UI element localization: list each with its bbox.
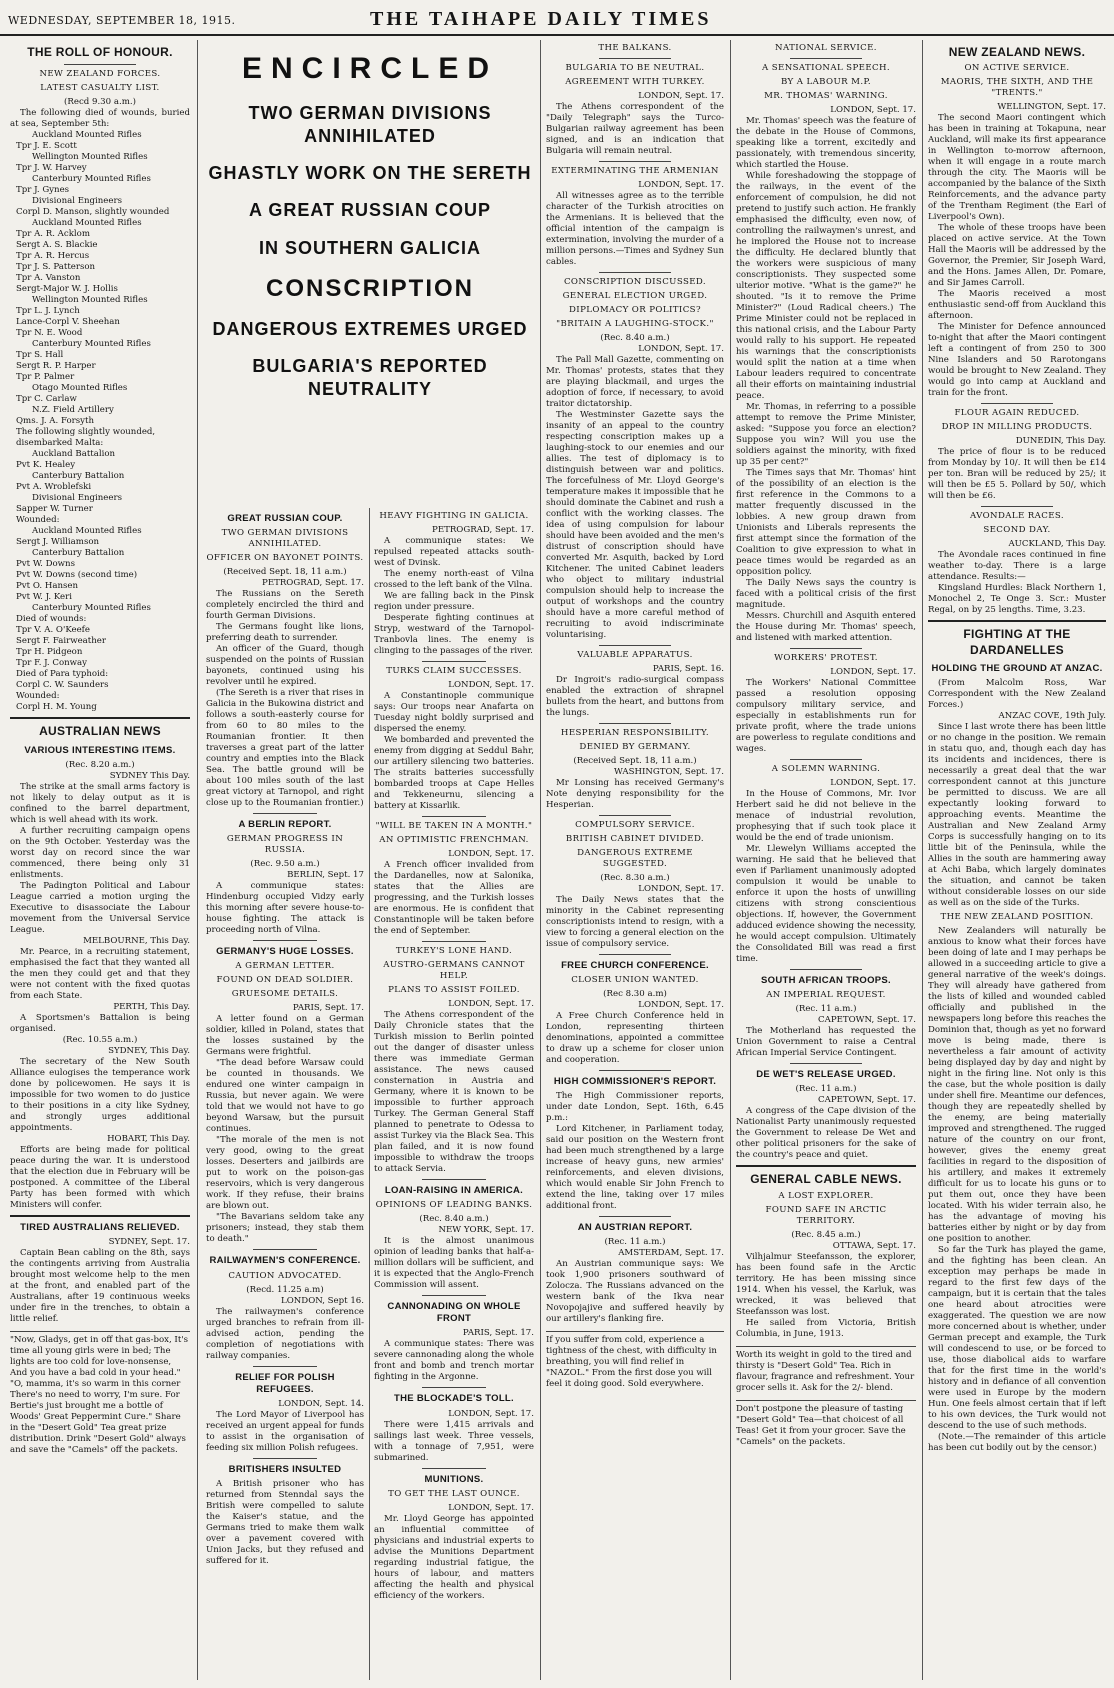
- dateline: LONDON, Sept. 17.: [638, 884, 724, 894]
- subheading: CAUTION ADVOCATED.: [228, 1270, 342, 1281]
- casualty-name: Sergt A. S. Blackie: [16, 240, 98, 251]
- paragraph: An officer of the Guard, though suspended on the points of Russian bayonets, continued using his revolver until he expired.: [206, 644, 364, 688]
- paragraph: The Lord Mayor of Liverpool has received an urgent appeal for funds to assist in the organisation of feeding six million Polish refugees.: [206, 1409, 364, 1453]
- subheading: A SENSATIONAL SPEECH.: [762, 63, 890, 73]
- paragraph: All witnesses agree as to the terrible character of the Turkish atrocities on the Armenians. It is believed that the official intention of the campaign is extermination, involving the murder of a million persons.—Times and Sydney Sun cables.: [546, 191, 724, 267]
- heading: VALUABLE APPARATUS.: [577, 650, 693, 660]
- casualty-name: Tpr A. R. Acklom: [16, 229, 90, 240]
- heading: WORKERS' PROTEST.: [774, 653, 878, 663]
- heading: GERMANY'S HUGE LOSSES.: [216, 946, 354, 958]
- unit-name: N.Z. Field Artillery: [32, 405, 114, 416]
- dateline: LONDON, Sept. 14.: [278, 1398, 364, 1409]
- heading: EXTERMINATING THE ARMENIAN: [551, 166, 719, 176]
- unit-name: Wellington Mounted Rifles: [32, 295, 148, 306]
- casualty-name: Tpr J. E. Scott: [16, 141, 77, 152]
- heading: THE BLOCKADE'S TOLL.: [394, 1393, 514, 1405]
- subheading: AN IMPERIAL REQUEST.: [766, 990, 886, 1001]
- heading: A SOLEMN WARNING.: [771, 764, 881, 774]
- heading: HIGH COMMISSIONER'S REPORT.: [553, 1076, 717, 1088]
- banner-headline: ENCIRCLED: [241, 52, 498, 85]
- front-page-banner: [206, 40, 534, 508]
- unit-name: Auckland Mounted Rifles: [32, 218, 142, 229]
- paragraph: A communique states: We repulsed repeated attacks south-west of Dvinsk.: [374, 536, 534, 568]
- dateline: WASHINGTON, Sept. 17.: [613, 767, 724, 777]
- paragraph: Messrs. Churchill and Asquith entered the House during Mr. Thomas' speech, and listened with marked attention.: [736, 611, 916, 643]
- subheading: MAORIS, THE SIXTH, AND THE "TRENTS.": [940, 77, 1094, 99]
- banner-headline: CONSCRIPTION: [265, 274, 474, 302]
- paragraph: The High Commissioner reports, under date London, Sept. 16th, 6.45 p.m.:: [546, 1091, 724, 1124]
- subheading: HOLDING THE GROUND AT ANZAC.: [931, 663, 1103, 675]
- paragraph: We bombarded and prevented the enemy from digging at Seddul Bahr, our artillery silencing two batteries. The straits batteries successfully bombarded troops at Cape Helles and Tekkeneurnu, silencing a battery at Kissarlik.: [374, 735, 534, 811]
- casualty-name: Sergt F. Fairweather: [16, 636, 106, 647]
- casualty-name: Corpl H. M. Young: [16, 702, 97, 713]
- advertisement: "Now, Gladys, get in off that gas-box, It's time all young girls were in bed; The lights are too cold for love-nonsense, And you have a bad cold in your head." "O, mamma, it's so warm in this corner There's no need to worry, I'm sure. For Bertie's just brought me a bottle of Woods' Great Peppermint Cure." Share in the "Desert Gold" Tea great prize distribution. Drink "Desert Gold" always and save the "Camels" off the packets.: [10, 1331, 190, 1456]
- received-time: (Recd. 11.25 a.m): [246, 1284, 324, 1295]
- casualty-name: Tpr J. S. Patterson: [16, 262, 96, 273]
- unit-name: Otago Mounted Rifles: [32, 383, 128, 394]
- banner-deck: DANGEROUS EXTREMES URGED: [212, 319, 528, 340]
- subheading: TWO GERMAN DIVISIONS ANNIHILATED.: [221, 528, 349, 550]
- dateline: NEW YORK, Sept. 17.: [438, 1225, 534, 1236]
- paragraph: The Athens correspondent of the "Daily Telegraph" says the Turco-Bulgarian railway agreement has been signed, and is an indication that Bulgaria will remain neutral.: [546, 102, 724, 156]
- advertisement: Don't postpone the pleasure of tasting "Desert Gold" Tea—that choicest of all Teas! Get it from your grocer. Save the "Camels" on the packets.: [736, 1400, 916, 1448]
- paragraph: It is the almost unanimous opinion of leading banks that half-a-million dollars will be sufficient, and it is expected that the Anglo-French Commission will assent.: [374, 1236, 534, 1291]
- paragraph: A letter found on a German soldier, killed in Poland, states that the losses sustained by the Germans were frightful.: [206, 1014, 364, 1058]
- paragraph: A communique states: Hindenburg occupied Vidzy early this morning after severe house-to-house fighting. The attack is proceeding north of Vilna.: [206, 881, 364, 936]
- paragraph: (The Sereth is a river that rises in Galicia in the Bukowina district and follows a south-easterly course for from 60 to 80 miles to the Roumanian frontier. It then traverses a great part of the latter country and empties into the Black Sea. The battle ground will be about 100 miles south of the last great victory at Tarnopol, and right close up to the Roumanian frontier.): [206, 688, 364, 809]
- casualty-name: Qms. J. A. Forsyth: [16, 416, 95, 427]
- unit-name: Auckland Battalion: [32, 449, 116, 460]
- paragraph: Mr. Llewelyn Williams accepted the warning. He said that he believed that even if Parliament unanimously adopted compulsion it would be unable to enforce it upon the hosts of unwilling citizens with strong conscientious objections. If, however, the Government adduced evidence showing the necessity, he would accept compulsion. Ultimately the Consolidated Bill was read a first time.: [736, 844, 916, 964]
- paragraph: In the House of Commons, Mr. Ivor Herbert said he did not believe in the menace of industrial revolution, prophesying that if such took place it would be the end of trade unionism.: [736, 789, 916, 843]
- column-rule: [730, 40, 731, 1680]
- paragraph: (Note.—The remainder of this article has been cut bodily out by the censor.): [928, 1432, 1106, 1454]
- subheading: BRITISH CABINET DIVIDED.: [565, 834, 705, 844]
- heading: NATIONAL SERVICE.: [775, 43, 877, 53]
- casualty-name: Tpr C. Carlaw: [16, 394, 77, 405]
- paragraph: The enemy north-east of Vilna crossed to the left bank of the Vilna.: [374, 569, 534, 590]
- heading: AUSTRALIAN NEWS: [39, 724, 161, 739]
- banner-deck: GHASTLY WORK ON THE SERETH: [208, 163, 532, 184]
- subheading: GERMAN PROGRESS IN RUSSIA.: [226, 834, 344, 856]
- paragraph: A Constantinople communique says: Our troops near Anafarta on Tuesday night boldly surprised and dispersed the enemy.: [374, 691, 534, 734]
- received-time: (Rec. 8.45 a.m.): [791, 1229, 861, 1240]
- paragraph: Captain Bean cabling on the 8th, says the contingents arriving from Australia brought most welcome help to the men at the front, and enabled part of the Australians, after 19 continuous weeks under fire in the trenches, to obtain a little relief.: [10, 1248, 190, 1325]
- heading: THE BALKANS.: [598, 43, 672, 53]
- dateline: CAPETOWN, Sept. 17.: [818, 1015, 916, 1026]
- casualty-name: Tpr J. Gynes: [16, 185, 70, 196]
- dateline: SYDNEY, This Day.: [108, 1045, 190, 1056]
- casualty-name: Lance-Corpl V. Sheehan: [16, 317, 120, 328]
- heading: FIGHTING AT THE DARDANELLES: [963, 627, 1071, 657]
- dateline: LONDON, Sept. 17.: [448, 849, 534, 859]
- paragraph: Kingsland Hurdles: Black Northern 1, Monochel 2, Te Onge 3. Scr.: Muster Regal, on by 25 lengths. Time, 3.23.: [928, 583, 1106, 616]
- subheading: GRUESOME DETAILS.: [231, 989, 339, 1000]
- heading: TURKEY'S LONE HAND.: [395, 946, 513, 956]
- heading: SOUTH AFRICAN TROOPS.: [761, 975, 891, 986]
- dateline: ANZAC COVE, 19th July.: [998, 711, 1106, 722]
- paragraph: The Daily News states that the minority in the Cabinet representing conscriptionists intend to resign, with a view to forcing a general election on the issue of compulsory service.: [546, 895, 724, 949]
- paragraph: The price of flour is to be reduced from Monday by 10/. It will then be £14 per ton. Bran will be reduced by 25/; it will then be £5 5. Pollard by 50/, which will then be £6.: [928, 447, 1106, 502]
- heading: TIRED AUSTRALIANS RELIEVED.: [20, 1221, 180, 1233]
- heading: AN AUSTRIAN REPORT.: [577, 1222, 693, 1234]
- paragraph: The Pall Mall Gazette, commenting on Mr. Thomas' protests, states that they are playing blackmail, and urges the adoption of force, if necessary, to avoid traitor dictatorship.: [546, 355, 724, 409]
- casualty-name: Died of Para typhoid:: [16, 669, 109, 680]
- unit-name: Auckland Mounted Rifles: [32, 130, 142, 141]
- column-rule: [540, 40, 541, 1680]
- casualty-name: Pvt O. Hansen: [16, 581, 79, 592]
- casualty-name: Tpr A. R. Hercus: [16, 251, 90, 262]
- paragraph: A British prisoner who has returned from Stenndal says the British were compelled to salute the Kaiser's statue, and the Germans tried to make them walk over a pavement covered with Union Jacks, but they refused and suffered for it.: [206, 1479, 364, 1567]
- column-balkans: [546, 40, 724, 1680]
- unit-name: Auckland Mounted Rifles: [32, 526, 142, 537]
- subheading: AGREEMENT WITH TURKEY.: [565, 77, 705, 87]
- paragraph: The Times says that Mr. Thomas' hint of the possibility of an election is the first reference in the Commons to a matter frequently discussed in the lobbies. A new group drawn from Unionists and Liberals represents the first attempt since the formation of the Coalition to give expression to what in peace times would be regarded as an opposition policy.: [736, 468, 916, 577]
- casualty-name: Tpr A. Vanston: [16, 273, 81, 284]
- casualty-name: Tpr J. W. Harvey: [16, 163, 87, 174]
- subheading: GENERAL ELECTION URGED.: [562, 291, 708, 301]
- heading: HESPERIAN RESPONSIBILITY.: [560, 728, 710, 738]
- paragraph: "The morale of the men is not very good, owing to the great losses. Deserters and jailbirds are put to work on the poison-gas reservoirs, which is very dangerous work. If they refuse, their brains are blown out.: [206, 1135, 364, 1212]
- subheading: DIPLOMACY OR POLITICS?: [569, 305, 701, 315]
- heading: HEAVY FIGHTING IN GALICIA.: [379, 511, 529, 521]
- heading: CONSCRIPTION DISCUSSED.: [563, 277, 707, 287]
- paragraph: Mr. Thomas, in referring to a possible attempt to remove the Prime Minister, asked: "Suppose you force an election? Suppose you win? Will you use the soldiers against the minority, with fixed up 35 per cent?": [736, 402, 916, 467]
- paragraph: Desperate fighting continues at Stryp, westward of the Tarnopol-Tranbovla lines. The enemy is clinging to the passages of the river.: [374, 613, 534, 656]
- column-roll-of-honour: [10, 40, 190, 1680]
- dateline: LONDON, Sept. 17.: [638, 91, 724, 101]
- unit-name: Canterbury Mounted Rifles: [32, 174, 151, 185]
- received-time: (Rec. 11 a.m.): [795, 1004, 857, 1015]
- subheading: OPINIONS OF LEADING BANKS.: [375, 1200, 533, 1211]
- heading: DE WET'S RELEASE URGED.: [756, 1069, 896, 1081]
- heading: NEW ZEALAND NEWS.: [948, 45, 1086, 59]
- unit-name: Canterbury Mounted Rifles: [32, 603, 151, 614]
- unit-name: Divisional Engineers: [32, 196, 122, 207]
- casualty-name: Pvt K. Healey: [16, 460, 76, 471]
- paragraph: Mr. Lloyd George has appointed an influential committee of physicians and industrial experts to advise the Munitions Department regarding industrial fatigue, the hours of labour, and matters affecting the health and physical efficiency of the workers.: [374, 1513, 534, 1601]
- newspaper-title: THE TAIHAPE DAILY TIMES: [370, 8, 712, 30]
- dateline: PARIS, Sept. 17.: [292, 1003, 364, 1014]
- heading: RAILWAYMEN'S CONFERENCE.: [209, 1255, 361, 1267]
- banner-deck: IN SOUTHERN GALICIA: [258, 237, 481, 258]
- masthead: [0, 0, 1114, 36]
- casualty-name: Sergt R. P. Harper: [16, 361, 96, 372]
- paragraph: He sailed from Victoria, British Columbia, in June, 1913.: [736, 1317, 916, 1339]
- casualty-name: Tpr H. Pidgeon: [16, 647, 83, 658]
- paragraph: Mr Lonsing has received Germany's Note denying responsibility for the Hesperian.: [546, 778, 724, 810]
- paragraph: The Russians on the Sereth completely encircled the third and fourth German Divisions.: [206, 589, 364, 622]
- dateline: HOBART, This Day.: [107, 1133, 190, 1144]
- dateline: LONDON, Sept. 17.: [830, 667, 916, 677]
- dateline: LONDON, Sept. 17.: [638, 344, 724, 354]
- banner-deck: TWO GERMAN DIVISIONS ANNIHILATED: [248, 103, 492, 147]
- paragraph: The secretary of the New South Alliance eulogises the temperance work done by policewomen. He says it is impossible for two women to do justice to their positions in a city like Sydney, and strongly urges additional appointments.: [10, 1056, 190, 1133]
- casualty-name: Tpr N. E. Wood: [16, 328, 83, 339]
- heading: LOAN-RAISING IN AMERICA.: [384, 1185, 524, 1196]
- unit-name: Divisional Engineers: [32, 493, 122, 504]
- heading: TURKS CLAIM SUCCESSES.: [386, 666, 522, 676]
- column-new-zealand-news: [928, 40, 1106, 1680]
- paragraph: The Avondale races continued in fine weather to-day. There is a large attendance. Results:—: [928, 550, 1106, 583]
- casualty-name: Sergt J. Williamson: [16, 537, 100, 548]
- heading: A BERLIN REPORT.: [238, 819, 332, 831]
- dateline: PETROGRAD, Sept. 17.: [262, 578, 364, 589]
- subheading: FOUND SAFE IN ARCTIC TERRITORY.: [765, 1204, 887, 1226]
- paragraph: Efforts are being made for political peace during the war. It is understood that the election due in February will be postponed. A committee of the Liberal Party has been formed with which Ministers will confer.: [10, 1144, 190, 1210]
- paragraph: A Sportsmen's Battalion is being organised.: [10, 1012, 190, 1034]
- casualty-name: Died of wounds:: [16, 614, 87, 625]
- paragraph: Mr. Thomas' speech was the feature of the debate in the House of Commons, speaking like a torrent, excitedly and passionately, with tremendous sincerity, which startled the House.: [736, 116, 916, 170]
- received-time: (Rec. 8.30 a.m.): [600, 873, 670, 883]
- dateline: SYDNEY This Day.: [109, 770, 190, 781]
- casualty-name: Corpl D. Manson, slightly wounded: [16, 207, 170, 218]
- heading: "WILL BE TAKEN IN A MONTH.": [375, 821, 533, 831]
- subheading: CLOSER UNION WANTED.: [571, 975, 699, 986]
- received-time: (Rec. 11 a.m.): [795, 1084, 857, 1095]
- banner-deck: BULGARIA'S REPORTED NEUTRALITY: [252, 356, 488, 400]
- subheading: BULGARIA TO BE NEUTRAL.: [565, 63, 705, 73]
- received-time: (Rec. 8.20 a.m.): [65, 759, 135, 770]
- paragraph: The Westminster Gazette says the insanity of an appeal to the country respecting conscription makes up a laughing-stock to our enemies and our allies. The test of diplomacy is to distinguish between war and politics. The forcefulness of Mr. Lloyd George's temperature makes it impossible that he should dominate the Cabinet and rush a conflict with the working classes. The idea of using compulsion for labour should have been avoided and the men's distrust of conscription should have converted Mr. Asquith, backed by Lord Kitchener. The united Cabinet leaders who object to military industrial compulsion should help to increase the output of workshops and the country should have a more careful method of recruiting to avoid indiscriminate voluntarising.: [546, 410, 724, 640]
- paragraph: A congress of the Cape division of the Nationalist Party unanimously requested the Government to release De Wet and other political prisoners for the sake of the country's peace and quiet.: [736, 1106, 916, 1161]
- paragraph: "The Bavarians seldom take any prisoners; instead, they stab them to death.": [206, 1212, 364, 1245]
- casualty-name: Tpr V. A. O'Keefe: [16, 625, 90, 636]
- received-time: (Rec. 11 a.m.): [604, 1237, 666, 1248]
- paragraph: Vilhjalmur Steefansson, the explorer, has been found safe in the Arctic territory. He has been missing since 1914. When his vessel, the Karluk, was wrecked, it was believed that Steefansson was lost.: [736, 1251, 916, 1317]
- received-time: (Rec. 8.40 a.m.): [600, 333, 670, 343]
- subheading: TO GET THE LAST OUNCE.: [388, 1488, 520, 1499]
- paragraph: The Workers' National Committee passed a resolution opposing compulsory military service, and especially in establishments run for private profit, where the trade unions are powerless to regulate conditions and wages.: [736, 678, 916, 754]
- casualty-name: Wounded:: [16, 691, 60, 702]
- casualty-name: Sergt-Major W. J. Hollis: [16, 284, 118, 295]
- dateline: SYDNEY, Sept. 17.: [108, 1237, 190, 1248]
- paragraph: The Minister for Defence announced to-night that after the Maori contingent left a contingent of from 250 to 300 Nine Islanders and 50 Rarotongans would be brought to New Zealand. They would go into camp at Auckland and train for the front.: [928, 322, 1106, 399]
- subheading: FOUND ON DEAD SOLDIER.: [216, 975, 354, 986]
- dateline: PARIS, Sept. 17.: [462, 1328, 534, 1339]
- dateline: PETROGRAD, Sept. 17.: [432, 525, 534, 535]
- paragraph: The strike at the small arms factory is not likely to delay output as it is confined to the barrel department, which is well ahead with its work.: [10, 781, 190, 825]
- heading: GREAT RUSSIAN COUP.: [227, 513, 343, 524]
- dateline: LONDON, Sept. 17.: [448, 1502, 534, 1513]
- dateline: LONDON, Sept. 17.: [830, 778, 916, 788]
- dateline: PARIS, Sept. 16.: [652, 664, 724, 674]
- dateline: AUCKLAND, This Day.: [1008, 539, 1106, 550]
- column-rule: [369, 508, 370, 1680]
- subheading: DROP IN MILLING PRODUCTS.: [941, 422, 1093, 433]
- casualty-name: Tpr L. J. Lynch: [16, 306, 80, 317]
- subheading: PLANS TO ASSIST FOILED.: [388, 985, 520, 995]
- received-time: (Rec 8.30 a.m): [603, 989, 667, 1000]
- unit-name: Wellington Mounted Rifles: [32, 152, 148, 163]
- casualty-name: The following slightly wounded, disembarked Malta:: [16, 427, 156, 449]
- issue-date: WEDNESDAY, SEPTEMBER 18, 1915.: [8, 14, 236, 27]
- paragraph: Lord Kitchener, in Parliament today, said our position on the Western front had been much strengthened by a large increase of heavy guns, new armies' reinforcements, and eleven divisions, which would enable Sir John French to extend the line, taking over 17 miles additional front.: [546, 1124, 724, 1212]
- casualty-name: Pvt W. Downs (second time): [16, 570, 138, 581]
- heading: MUNITIONS.: [424, 1473, 484, 1485]
- paragraph: The whole of these troops have been placed on active service. At the Town Hall the Maoris will be addressed by the Governor, the Premier, Sir Joseph Ward, and the Hons. James Allen, Dr. Pomare, and Sir James Carroll.: [928, 223, 1106, 289]
- paragraph: A communique states: There was severe cannonading along the whole front and bomb and trench mortar fighting in the Argonne.: [374, 1339, 534, 1383]
- received-time: (Rec. 8.40 a.m.): [419, 1214, 489, 1225]
- dateline: CAPETOWN, Sept. 17.: [818, 1095, 916, 1106]
- subheading: A GERMAN LETTER.: [235, 961, 335, 972]
- heading: THE ROLL OF HONOUR.: [27, 45, 173, 59]
- subheading: NEW ZEALAND FORCES.: [39, 69, 161, 80]
- dateline: BERLIN, Sept. 17: [287, 870, 364, 881]
- subheading: "BRITAIN A LAUGHING-STOCK.": [556, 319, 714, 329]
- paragraph: A further recruiting campaign opens on the 9th October. Yesterday was the worst day on record since the war commenced, there being only 31 enlistments.: [10, 825, 190, 880]
- casualty-name: Corpl C. W. Saunders: [16, 680, 109, 691]
- heading: GENERAL CABLE NEWS.: [750, 1172, 902, 1187]
- heading: CANNONADING ON WHOLE FRONT: [387, 1301, 521, 1325]
- subheading: MR. THOMAS' WARNING.: [764, 91, 888, 101]
- paragraph: The Maoris received a most enthusiastic send-off from Auckland this afternoon.: [928, 289, 1106, 322]
- subheading: OFFICER ON BAYONET POINTS.: [206, 553, 364, 564]
- dateline: DUNEDIN, This Day.: [1015, 436, 1106, 447]
- paragraph: The Germans fought like lions, preferring death to surrender.: [206, 622, 364, 644]
- dateline: LONDON, Sept. 17.: [638, 180, 724, 190]
- subheading: A LOST EXPLORER.: [778, 1190, 874, 1201]
- column-war-news-right: [374, 508, 534, 1680]
- advertisement: If you suffer from cold, experience a tightness of the chest, with difficulty in breathing, you will find relief in "NAZOL." From the first dose you will feel it doing good. Sold everywhere.: [546, 1331, 724, 1390]
- paragraph: Dr Ingroit's radio-surgical compass enabled the extraction of shrapnel bullets from the heart, and buttons from the lungs.: [546, 675, 724, 718]
- casualty-name: Wounded:: [16, 515, 60, 526]
- casualty-name: Tpr S. Hall: [16, 350, 64, 361]
- received-time: (Received Sept. 18, 11 a.m.): [573, 756, 697, 766]
- subheading: DANGEROUS EXTREME SUGGESTED.: [577, 848, 693, 869]
- paragraph: The Motherland has requested the Union Government to raise a Central African Imperial Service Contingent.: [736, 1026, 916, 1059]
- unit-name: Canterbury Battalion: [32, 471, 125, 482]
- paragraph: New Zealanders will naturally be anxious to know what their forces have been doing of late and I may perhaps be allowed in a succeeding article to give a general narrative of the week's doings. They will already have gathered from the lists of killed and wounded cabled officially and published in the newspapers long before this reaches the Dominion that, though as yet no forward move is being made, there is nevertheless a fair amount of activity being displayed day by day and night by night in the firing line. Not only is this the case, but the whole position is daily under shell fire. Meantime our defences, though they are repeatedly shelled by the enemy, are being materially improved and strengthened. The rugged nature of the country on our front, however, gives the enemy great facilities in regard to the disposition of his artillery, and makes it extremely difficult for us to locate his guns or to put them out, once they have been located. With his wider terrain also, he has the advantage of moving his batteries either by night or by day from one position to another.: [928, 926, 1106, 1245]
- casualty-list: [10, 130, 190, 713]
- advertisement: Worth its weight in gold to the tired and thirsty is "Desert Gold" Tea. Rich in flavour, fragrance and refreshment. Your grocer sells it. Ask for the 2/- blend.: [736, 1346, 916, 1394]
- dateline: AMSTERDAM, Sept. 17.: [618, 1248, 724, 1259]
- column-war-news-left: [206, 508, 364, 1680]
- casualty-name: Tpr F. J. Conway: [16, 658, 88, 669]
- subheading: THE NEW ZEALAND POSITION.: [940, 912, 1094, 923]
- column-rule: [922, 40, 923, 1680]
- casualty-name: Pvt W. J. Keri: [16, 592, 72, 603]
- paragraph: The Padington Political and Labour League carried a motion urging the Executive to disassociate the Labour movement from the Universal Service League.: [10, 880, 190, 935]
- paragraph: A French officer invalided from the Dardanelles, now at Salonika, states that the Allies are progressing, and the Turkish losses are enormous. He is confident that Constantinople will be taken before the end of September.: [374, 860, 534, 936]
- paragraph: The following died of wounds, buried at sea, September 5th:: [10, 108, 190, 130]
- paragraph: (From Malcolm Ross, War Correspondent with the New Zealand Forces.): [928, 678, 1106, 711]
- subheading: AUSTRO-GERMANS CANNOT HELP.: [383, 960, 525, 981]
- subheading: AN OPTIMISTIC FRENCHMAN.: [379, 835, 529, 845]
- paragraph: Since I last wrote there has been little or no change in the position. We remain in statu quo, and, though each day has its incidents and incidences, there is necessarily a great deal that the war correspondent cannot at this juncture be permitted to discuss. We are all expectantly looking forward to approaching events. Meantime the Australian and New Zealand Army Corps is successfully hanging on to its little bit of the Peninsula, while the Allies in the south are hammering away at Achi Baba, which largely dominates the situation, and cannot be taken without considerable losses on our side as well as on the side of the Turks.: [928, 722, 1106, 909]
- paragraph: The second Maori contingent which has been in training at Tokapuna, near Auckland, will make its first appearance in Wellington to-morrow afternoon, when it will engage in a route march through the city. The Maoris will be accompanied by the balance of the Sixth Reinforcements, and the advance party of the Trentham Regiment (the Earl of Liverpool's Own).: [928, 113, 1106, 223]
- banner-deck: A GREAT RUSSIAN COUP: [248, 200, 491, 221]
- column-national-service: [736, 40, 916, 1680]
- dateline: LONDON, Sept. 17.: [448, 680, 534, 690]
- dateline: LONDON, Sept. 17.: [830, 105, 916, 115]
- paragraph: Mr. Pearce, in a recruiting statement, emphasised the fact that they wanted all the men they could get and that they were not content with the fixed quotas from each State.: [10, 946, 190, 1001]
- paragraph: So far the Turk has played the game, and the fighting has been clean. An exception may perhaps be made in regard to the first few days of the campaign, but it is certain that the tales one heard about atrocities were exaggerated. The question we are now more concerned about is whether, under German precept and example, the Turk will condescend to use, or be forced to use, those diabolical aids to warfare that for the first time in the world's history and in defiance of all convention were used in Europe by the modern Hun. One feels almost certain that if left to his own devices, the Turk would not descend to the use of such methods.: [928, 1245, 1106, 1432]
- heading: COMPULSORY SERVICE.: [575, 820, 695, 830]
- heading: RELIEF FOR POLISH REFUGEES.: [235, 1371, 335, 1395]
- received-time: (Rec. 10.55 a.m.): [62, 1034, 138, 1045]
- received-time: (Recd 9.30 a.m.): [64, 97, 136, 108]
- subheading: DENIED BY GERMANY.: [579, 742, 691, 752]
- casualty-name: Pvt A. Wroblefski: [16, 482, 92, 493]
- dateline: LONDON, Sept. 17.: [638, 1000, 724, 1011]
- paragraph: An Austrian communique says: We took 1,900 prisoners southward of Zolocza. The Russians advanced on the western bank of the Ikva near Novopojajive and suffered heavily by our artillery's flanking fire.: [546, 1259, 724, 1325]
- dateline: LONDON, Sept 16.: [281, 1295, 364, 1306]
- column-rule: [197, 40, 198, 1680]
- heading: FREE CHURCH CONFERENCE.: [561, 960, 709, 971]
- paragraph: There were 1,415 arrivals and sailings last week. Three vessels, with a tonnage of 7,951, were submarined.: [374, 1419, 534, 1463]
- dateline: MELBOURNE, This Day.: [83, 935, 190, 946]
- subheading: VARIOUS INTERESTING ITEMS.: [24, 744, 176, 756]
- paragraph: The Daily News says the country is faced with a political crisis of the first magnitude.: [736, 578, 916, 610]
- dateline: WELLINGTON, Sept. 17.: [997, 102, 1106, 113]
- paragraph: A Free Church Conference held in London, representing thirteen denominations, appointed a committee to draw up a scheme for closer union and cooperation.: [546, 1011, 724, 1066]
- paragraph: "The dead before Warsaw could be counted in thousands. We endured one winter campaign in Russia, but never again. We were told that we would not have to go beyond Warsaw, but the pursuit continues.: [206, 1058, 364, 1135]
- unit-name: Canterbury Battalion: [32, 548, 125, 559]
- subheading: SECOND DAY.: [983, 525, 1051, 536]
- heading: AVONDALE RACES.: [969, 511, 1065, 522]
- subheading: LATEST CASUALTY LIST.: [40, 83, 160, 94]
- casualty-name: Sapper W. Turner: [16, 504, 93, 515]
- dateline: OTTAWA, Sept. 17.: [832, 1240, 916, 1251]
- subheading: BY A LABOUR M.P.: [780, 77, 872, 87]
- paragraph: We are falling back in the Pinsk region under pressure.: [374, 591, 534, 612]
- heading: BRITISHERS INSULTED: [228, 1463, 342, 1475]
- paragraph: The railwaymen's conference urged branches to refrain from ill-advised action, pending the completion of negotiations with railway companies.: [206, 1306, 364, 1361]
- subheading: ON ACTIVE SERVICE.: [964, 63, 1070, 74]
- dateline: LONDON, Sept. 17.: [448, 999, 534, 1009]
- casualty-name: Pvt W. Downs: [16, 559, 75, 570]
- received-time: (Received Sept. 18, 11 a.m.): [223, 567, 347, 578]
- dateline: PERTH, This Day.: [113, 1001, 190, 1012]
- received-time: (Rec. 9.50 a.m.): [250, 859, 320, 870]
- heading: FLOUR AGAIN REDUCED.: [954, 408, 1080, 419]
- paragraph: While foreshadowing the stoppage of the railways, in the event of the enforcement of compulsion, he did not pretend to justify such action. He frankly emphasised the difficulty, even now, of controlling the railwaymen's unrest, and he implored the House not to increase the difficulty. He declared bluntly that the workers were suspicious of many conscriptionists. They suspected some ulterior motive. "What is the game?" he shouted. "Is it to remove the Prime Minister?" (Loud Radical cheers.) The Prime Minister could not be replaced in this national crisis, and the Labour Party would rally to his support. He repeated his warnings that the conscriptionists would split the nation at a time when Labour leaders required to concentrate all their efforts on maintaining industrial peace.: [736, 171, 916, 401]
- paragraph: The Athens correspondent of the Daily Chronicle states that the Turkish mission to Berlin pointed out the danger of disaster unless there was immediate German assistance. The news caused consternation in Austria and Germany, where it is known to be impossible to further approach Turkey. The German General Staff planned to penetrate to Odessa to assist Turkey via the Black Sea. This plan failed, and it is now found impossible to withdraw the troops to attack Servia.: [374, 1010, 534, 1174]
- dateline: LONDON, Sept. 17.: [448, 1408, 534, 1419]
- unit-name: Canterbury Mounted Rifles: [32, 339, 151, 350]
- casualty-name: Tpr P. Palmer: [16, 372, 75, 383]
